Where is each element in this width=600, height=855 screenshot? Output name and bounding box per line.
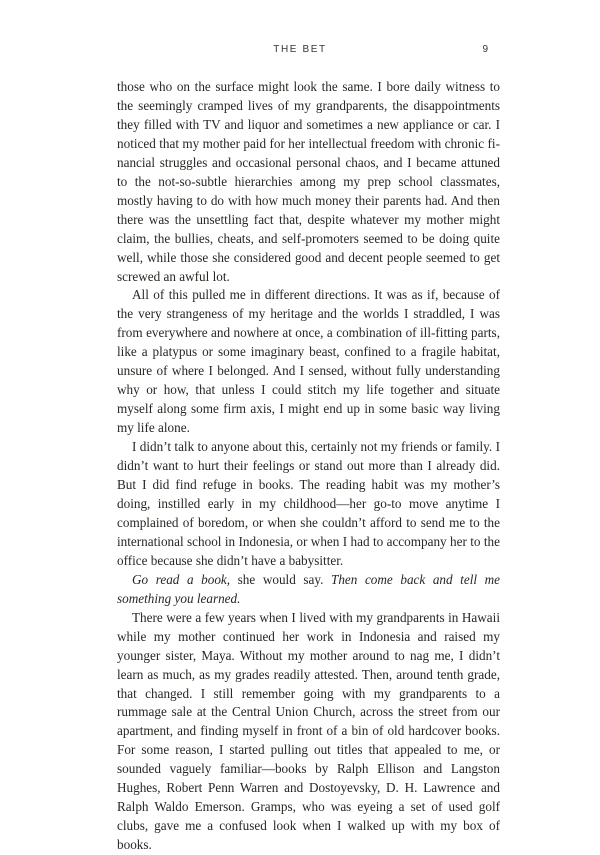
running-head	[0, 44, 600, 60]
paragraph: those who on the surface might look the same. I bore daily witness to the seemingly cramped lives of my grandparents, the disappointments they filled with TV and liquor and sometimes a new appliance or car. I noticed that my mother paid for her intellectual freedom with chronic financial struggles and occasional personal chaos, and I became attuned to the not-so-subtle hierarchies among my prep school classmates, mostly having to do with how much money their parents had. And then there was the unsettling fact that, despite whatever my mother might claim, the bullies, cheats, and self-promoters seemed to be doing quite well, while those she considered good and decent people seemed to get screwed an awful lot.	[117, 79, 500, 284]
quote-part: Go read a book,	[132, 571, 231, 587]
paragraph: I didn’t talk to anyone about this, certainly not my friends or family. I didn’t want to hurt their feelings or stand out more than I already did. But I did find refuge in books. The reading habit was my mother’s doing, instilled early in my childhood—her go-to move anytime I complained of boredom, or when she couldn’t afford to send me to the international school in Indonesia, or when I had to accompany her to the office because she didn’t have a babysitter.	[117, 439, 500, 568]
body-text	[117, 78, 500, 855]
quote-paragraph	[117, 571, 500, 609]
quote-attribution: she would say.	[230, 571, 331, 587]
paragraph: There were a few years when I lived with my grandparents in Hawaii while my mother continued her work in Indonesia and raised my younger sister, Maya. Without my mother around to nag me, I didn’t learn as much, as my grades readily attested. Then, around tenth grade, that changed. I still remember going with my grandparents to a rummage sale at the Central Union Church, across the street from our apartment, and finding myself in front of a bin of old hardcover books. For some reason, I started pulling out titles that appealed to me, or sounded vaguely familiar—books by Ralph Ellison and Langston Hughes, Robert Penn Warren and Dostoyevsky, D. H. Lawrence and Ralph Waldo Emerson. Gramps, who was eyeing a set of used golf clubs, gave me a confused look when I walked up with my box of books.	[117, 609, 500, 853]
page-number: 9	[482, 44, 488, 55]
chapter-title: THE BET	[273, 44, 327, 55]
quote-part: Then come back and tell me something you learned.	[117, 571, 500, 606]
paragraph: All of this pulled me in different directions. It was as if, because of the very strangeness of my heritage and the worlds I straddled, I was from everywhere and nowhere at once, a combination of ill-fitting parts, like a platypus or some imaginary beast, confined to a fragile habitat, unsure of where I belonged. And I sensed, without fully understanding why or how, that unless I could stitch my life together and situate myself along some firm axis, I might end up in some basic way living my life alone.	[117, 287, 500, 436]
